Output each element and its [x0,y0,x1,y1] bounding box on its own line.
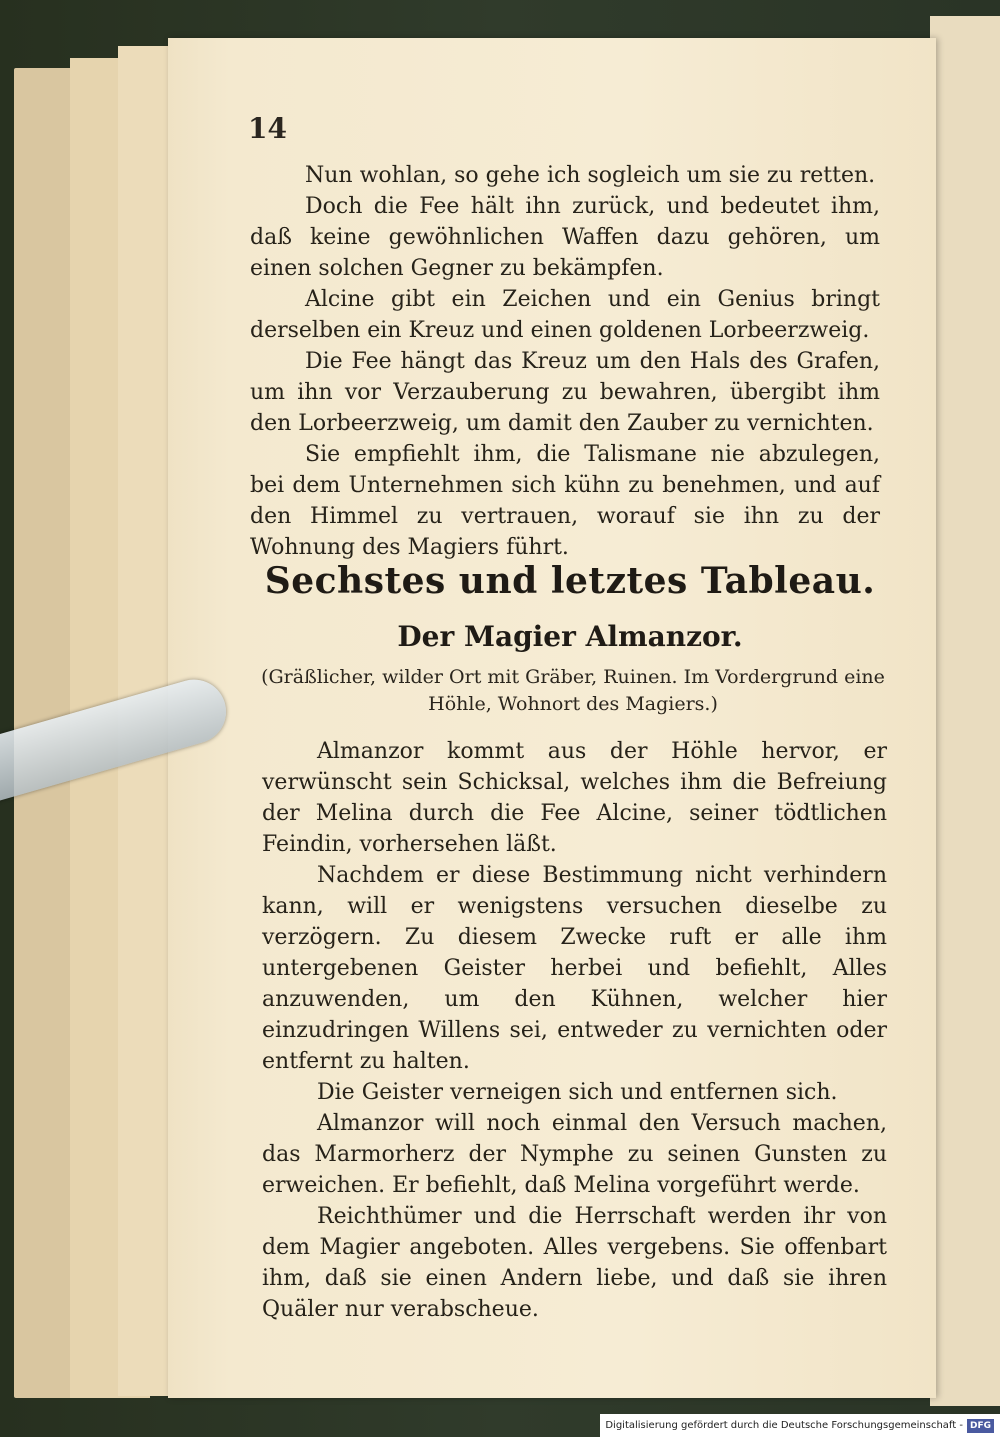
tableau-title: Sechstes und letztes Tableau. [264,560,876,602]
paragraph: Alcine gibt ein Zeichen und ein Genius bringt derselben ein Kreuz und einen goldenen Lorbeerzweig. [250,287,880,343]
paragraph: Doch die Fee hält ihn zurück, und bedeutet ihm, daß keine gewöhnlichen Waffen dazu gehören, um einen solchen Gegner zu bekämpfen. [250,194,880,281]
page-number: 14 [248,112,287,145]
paragraph: Nun wohlan, so gehe ich sogleich um sie zu retten. [305,163,876,188]
footer-credit-text: Digitalisierung gefördert durch die Deutsche Forschungsgemeinschaft - [605,1420,963,1431]
paragraph: Die Geister verneigen sich und entfernen sich. [317,1080,838,1105]
tableau-subtitle: Der Magier Almanzor. [397,620,743,653]
top-text-block [250,160,880,563]
stage-direction: (Gräßlicher, wilder Ort mit Gräber, Ruinen. Im Vordergrund eine Höhle, Wohnort des Magiers.) [261,666,885,715]
paragraph: Almanzor will noch einmal den Versuch machen, das Marmorherz der Nymphe zu seinen Gunsten zu erweichen. Er befiehlt, daß Melina vorgeführt werde. [262,1111,887,1198]
paragraph: Die Fee hängt das Kreuz um den Hals des Grafen, um ihn vor Verzauberung zu bewahren, übergibt ihm den Lorbeerzweig, um damit den Zauber zu vernichten. [250,349,880,436]
paragraph: Nachdem er diese Bestimmung nicht verhindern kann, will er wenigstens versuchen dieselbe zu verzögern. Zu diesem Zwecke ruft er alle ihm untergebenen Geister herbei und befiehlt, Alles anzuwenden, um den Kühnen, welcher hier einzudringen Willens sei, entweder zu vernichten oder entfernt zu halten. [262,863,887,1074]
footer-credit [600,1414,1000,1437]
bottom-text-block [262,736,887,1325]
paragraph: Sie empfiehlt ihm, die Talismane nie abzulegen, bei dem Unternehmen sich kühn zu benehmen, und auf den Himmel zu vertrauen, worauf sie ihn zu der Wohnung des Magiers führt. [250,442,880,560]
dfg-logo: DFG [967,1419,994,1433]
paragraph: Reichthümer und die Herrschaft werden ihr von dem Magier angeboten. Alles vergebens. Sie offenbart ihm, daß sie einen Andern liebe, und daß sie ihren Quäler nur verabscheue. [262,1204,887,1322]
facing-page-edge [930,16,1000,1406]
paragraph: Almanzor kommt aus der Höhle hervor, er verwünscht sein Schicksal, welches ihm die Befreiung der Melina durch die Fee Alcine, seiner tödtlichen Feindin, vorhersehen läßt. [262,739,887,857]
